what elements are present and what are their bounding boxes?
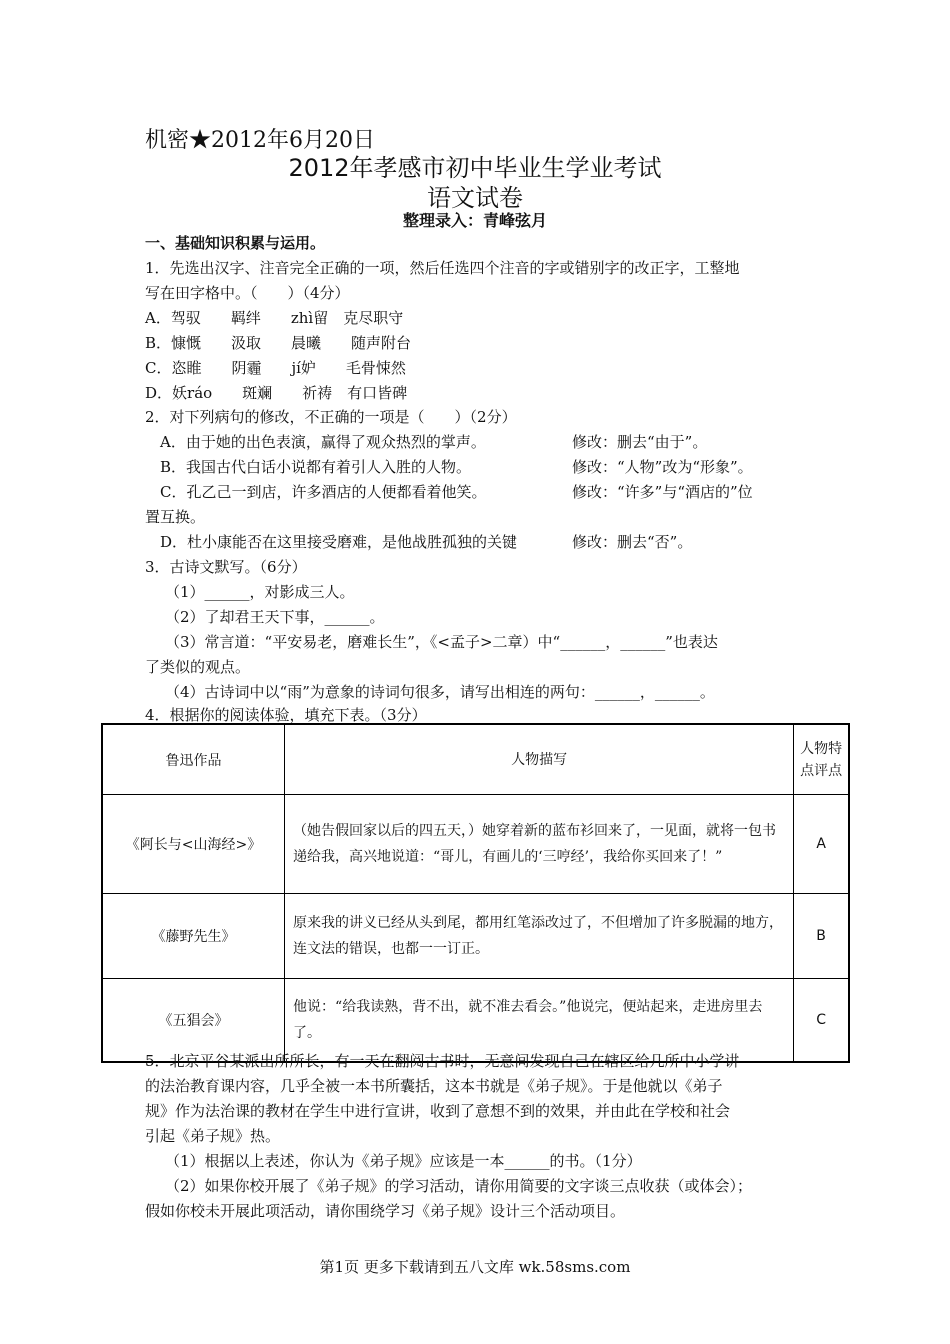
work-title: 《藤野先生》 [102, 894, 285, 979]
q3-part2: （2）了却君王天下事，______。 [165, 608, 385, 626]
answer-blank: A [794, 795, 849, 894]
q3-part4: （4）古诗词中以“雨”为意象的诗词句很多，请写出相连的两句：______，______。 [165, 683, 715, 701]
q5-sub2: （2）如果你校开展了《弟子规》的学习活动，请你用简要的文字谈三点收获（或体会）； [165, 1177, 753, 1195]
q2-option-d: D．杜小康能否在这里接受磨难，是他战胜孤独的关键 [160, 533, 518, 551]
q2-fix-c: 修改：“许多”与“酒店的”位 [572, 483, 753, 501]
answer-blank: B [794, 894, 849, 979]
q1-option-d: D．妖ráo 斑斓 祈祷 有口皆碑 [145, 384, 408, 402]
q5-sub2-continued: 假如你校未开展此项活动，请你围绕学习《弟子规》设计三个活动项目。 [145, 1202, 626, 1220]
exam-subtitle: 语文试卷 [427, 184, 523, 212]
compiler-credit: 整理录入：青峰弦月 [402, 211, 547, 230]
q5-passage-line1: 5．北京平谷某派出所所长，有一天在翻阅古书时，无意间发现自己在辖区给几所中小学讲 [145, 1052, 740, 1070]
q2-fix-c-continued: 置互换。 [145, 508, 206, 526]
q1-stem-line2: 写在田字格中。（ ）（4分） [145, 284, 350, 302]
section-heading: 一、基础知识积累与运用。 [145, 234, 326, 252]
exam-title: 2012年孝感市初中毕业生学业考试 [288, 154, 662, 182]
table-row [102, 795, 849, 894]
table-header-row [102, 724, 849, 795]
header-work: 鲁迅作品 [102, 724, 285, 795]
work-title: 《阿长与<山海经>》 [102, 795, 285, 894]
q5-passage-line4: 引起《弟子规》热。 [145, 1127, 281, 1145]
q1-stem-line1: 1．先选出汉字、注音完全正确的一项，然后任选四个注音的字或错别字的改正字，工整地 [145, 259, 740, 277]
q1-option-c: C．恣睢 阴霾 jí妒 毛骨悚然 [145, 359, 406, 377]
character-description: （她告假回家以后的四五天，）她穿着新的蓝布衫回来了，一见面，就将一包书递给我，高兴地说道：“哥儿，有画儿的‘三哼经’，我给你买回来了！” [285, 795, 794, 894]
q3-stem: 3．古诗文默写。（6分） [145, 558, 307, 576]
q2-option-c: C．孔乙己一到店，许多酒店的人便都看着他笑。 [160, 483, 487, 501]
q3-part1: （1）______，对影成三人。 [165, 583, 355, 601]
q1-option-a: A．驾驭 羁绊 zhì留 克尽职守 [145, 309, 404, 327]
q5-passage-line2: 的法治教育课内容，几乎全被一本书所囊括，这本书就是《弟子规》。于是他就以《弟子 [145, 1077, 723, 1095]
header-comment: 人物特点评点 [794, 724, 849, 795]
page-footer: 第1页 更多下载请到五八文库 wk.58sms.com [319, 1258, 631, 1276]
answer-blank: C [794, 979, 849, 1063]
q2-option-b: B．我国古代白话小说都有着引人入胜的人物。 [160, 458, 472, 476]
q5-sub1: （1）根据以上表述，你认为《弟子规》应该是一本______的书。（1分） [165, 1152, 642, 1170]
character-description: 原来我的讲义已经从头到尾，都用红笔添改过了，不但增加了许多脱漏的地方，连文法的错误，也都一一订正。 [285, 894, 794, 979]
q3-part3-continued: 了类似的观点。 [145, 658, 251, 676]
q4-stem: 4．根据你的阅读体验，填充下表。（3分） [145, 706, 427, 724]
q3-part3: （3）常言道：“平安易老，磨难长生”，《<孟子>二章）中“______，______”也表达 [165, 633, 718, 651]
header-description: 人物描写 [285, 724, 794, 795]
character-description: 他说：“给我读熟，背不出，就不准去看会。”他说完，便站起来，走进房里去了。 [285, 979, 794, 1063]
q1-option-b: B．慷慨 汲取 晨曦 随声附台 [145, 334, 412, 352]
reading-table [101, 723, 850, 1063]
q2-fix-a: 修改：删去“由于”。 [572, 433, 708, 451]
q2-fix-d: 修改：删去“否”。 [572, 533, 693, 551]
table-row [102, 894, 849, 979]
work-title: 《五猖会》 [102, 979, 285, 1063]
q2-stem: 2．对下列病句的修改，不正确的一项是（ ）（2分） [145, 408, 517, 426]
q2-option-a: A．由于她的出色表演，赢得了观众热烈的掌声。 [160, 433, 486, 451]
q2-fix-b: 修改：“人物”改为“形象”。 [572, 458, 753, 476]
q5-passage-line3: 规》作为法治课的教材在学生中进行宣讲，收到了意想不到的效果，并由此在学校和社会 [145, 1102, 731, 1120]
table-row [102, 979, 849, 1063]
confidential-date: 机密★2012年6月20日 [145, 128, 375, 153]
